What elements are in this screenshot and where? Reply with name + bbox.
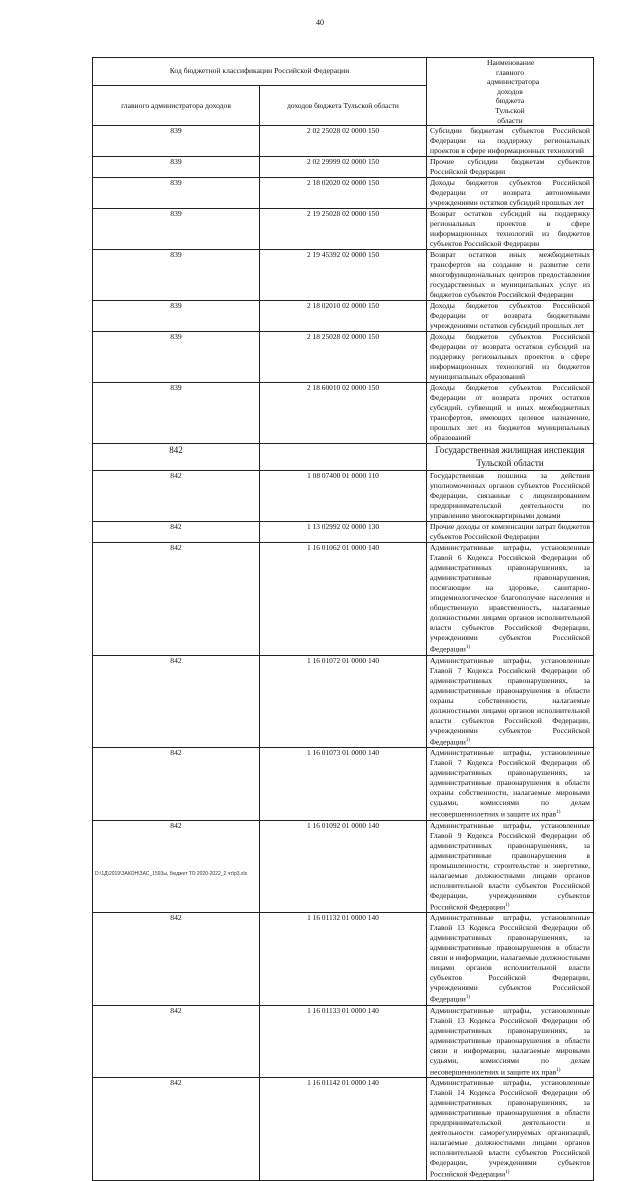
admin-code-cell: 842 (93, 522, 260, 543)
table-row (93, 543, 594, 656)
admin-code-cell: 842 (93, 543, 260, 656)
revenue-code-cell: 2 18 02020 02 0000 150 (260, 178, 427, 209)
revenue-code-cell: 2 18 25028 02 0000 150 (260, 332, 427, 383)
revenue-name-cell (427, 1078, 594, 1181)
footnote-marker: 1) (505, 902, 510, 908)
header-classification-code: Код бюджетной классификации Российской Федерации (93, 58, 427, 86)
revenue-name-text: Административные штрафы, установленные Главой 7 Кодекса Российской Федерации об административных правонарушениях, за административные правонарушения в области охраны собственности, налагаемые должностными лицами органов исполнительной власти субъектов Российской Федерации, учреждениями субъектов Российской Федерации (430, 655, 590, 747)
admin-code-cell: 839 (93, 209, 260, 250)
admin-code-cell: 839 (93, 332, 260, 383)
footnote-marker: 1) (465, 995, 471, 1001)
revenue-name-text: Административные штрафы, установленные Главой 7 Кодекса Российской Федерации об административных правонарушениях, за административные правонарушения в области охраны собственности, налагаемые мировыми судьями, комиссиями по делам несовершеннолетних и защите их прав (430, 748, 590, 819)
table-row (93, 383, 594, 444)
revenue-name-cell (427, 820, 594, 913)
revenue-code-cell: 1 16 01133 01 0000 140 (260, 1005, 427, 1078)
revenue-name-cell (427, 543, 594, 656)
revenue-code-cell: 1 16 01132 01 0000 140 (260, 913, 427, 1006)
revenue-code-cell: 1 16 01072 01 0000 140 (260, 655, 427, 748)
table-row (93, 471, 594, 522)
admin-code-cell: 839 (93, 250, 260, 301)
revenue-name-cell (427, 471, 594, 522)
revenue-name-text: Возврат остатков иных межбюджетных трансфертов на создание и развитие сети многофункциональных центров предоставления государственных и муниципальных услуг из бюджетов субъектов Российской Федерации (430, 250, 590, 300)
revenue-code-cell: 2 18 02010 02 0000 150 (260, 301, 427, 332)
footnote-marker: 1) (505, 1170, 510, 1176)
table-row (93, 178, 594, 209)
revenue-name-text: Административные штрафы, установленные Главой 13 Кодекса Российской Федерации об административных правонарушениях, за административные правонарушения в области связи и информации, налагаемые должностными лицами органов исполнительной власти субъектов Российской Федерации, учреждениями субъектов Российской Федерации (430, 913, 590, 1004)
revenue-name-text: Субсидии бюджетам субъектов Российской Федерации на поддержку региональных проектов в сфере информационных технологий (430, 126, 590, 156)
footnote-marker: 1) (465, 737, 471, 743)
admin-code-cell: 842 (93, 913, 260, 1006)
table-row (93, 1005, 594, 1078)
admin-code-cell: 842 (93, 1005, 260, 1078)
revenue-code-cell: 1 16 01092 01 0000 140 (260, 820, 427, 913)
revenue-name-cell (427, 655, 594, 748)
revenue-name-cell (427, 444, 594, 471)
revenue-name-text: Доходы бюджетов субъектов Российской Федерации от возврата прочих остатков субсидий, субвенций и иных межбюджетных трансфертов, имеющих целевое назначение, прошлых лет из бюджетов муниципальных образований (430, 383, 590, 443)
revenue-name-text: Доходы бюджетов субъектов Российской Федерации от возврата бюджетными учреждениями остатков субсидий прошлых лет (430, 301, 590, 331)
revenue-name-text: Административные штрафы, установленные Главой 13 Кодекса Российской Федерации об административных правонарушениях, за административные правонарушения в области связи и информации, налагаемые мировыми судьями, комиссиями по делам несовершеннолетних и защите их прав (430, 1005, 590, 1077)
footnote-marker: 1) (556, 1067, 561, 1073)
revenue-code-cell: 1 16 01062 01 0000 140 (260, 543, 427, 656)
revenue-name-cell (427, 178, 594, 209)
revenue-code-cell: 2 19 45392 02 0000 150 (260, 250, 427, 301)
admin-code-cell: 842 (93, 471, 260, 522)
footnote-marker: 1) (556, 810, 561, 816)
table-row (93, 301, 594, 332)
table-row (93, 820, 594, 913)
table-row (93, 209, 594, 250)
revenue-code-cell: 2 02 29999 02 0000 150 (260, 157, 427, 178)
revenue-name-cell (427, 522, 594, 543)
revenue-name-cell (427, 301, 594, 332)
revenue-code-cell: 2 19 25028 02 0000 150 (260, 209, 427, 250)
revenue-code-cell: 1 13 02992 02 0000 130 (260, 522, 427, 543)
revenue-name-cell (427, 157, 594, 178)
table-row (93, 748, 594, 821)
revenue-name-cell (427, 209, 594, 250)
admin-code-cell: 842 (93, 820, 260, 913)
admin-code-cell: 842 (93, 655, 260, 748)
revenue-name-cell (427, 748, 594, 821)
admin-code-cell: 839 (93, 157, 260, 178)
footnote-marker: 1) (465, 645, 471, 651)
admin-code-cell: 839 (93, 178, 260, 209)
revenue-name-text: Возврат остатков субсидий на поддержку региональных проектов в сфере информационных технологий из бюджетов субъектов Российской Федерации (430, 209, 590, 249)
table-row (93, 157, 594, 178)
revenue-code-cell: 1 16 01073 01 0000 140 (260, 748, 427, 821)
header-main-admin: главного администратора доходов (93, 85, 260, 126)
table-row (93, 522, 594, 543)
page-number: 40 (316, 18, 324, 27)
revenue-name-text: Государственная жилищная инспекция Тульской области (435, 445, 585, 469)
revenue-code-cell: 1 16 01142 01 0000 140 (260, 1078, 427, 1181)
file-path-footer: D:\1Д\2019\ЗАКОН\ЗАС_1593ы, бюджет ТО 2020-2022_2 чт\р3.xls (95, 871, 248, 877)
revenue-name-text: Прочие доходы от компенсации затрат бюджетов субъектов Российской Федерации (430, 522, 590, 542)
table-row (93, 126, 594, 157)
revenue-name-cell (427, 383, 594, 444)
header-administrator-name: Наименование главного администратора доходов бюджета Тульской области (427, 58, 594, 126)
admin-code-cell: 839 (93, 301, 260, 332)
admin-code-cell: 842 (93, 444, 260, 471)
table-row (93, 1078, 594, 1181)
revenue-name-cell (427, 332, 594, 383)
table-row (93, 250, 594, 301)
revenue-name-cell (427, 250, 594, 301)
revenue-name-cell (427, 913, 594, 1006)
table-row (93, 332, 594, 383)
table-row (93, 655, 594, 748)
revenue-code-cell: 2 02 25028 02 0000 150 (260, 126, 427, 157)
table-row (93, 913, 594, 1006)
revenue-name-cell (427, 126, 594, 157)
revenue-name-text: Административные штрафы, установленные Главой 14 Кодекса Российской Федерации об административных правонарушениях, за административные правонарушения в области предпринимательской деятельности и деятельности саморегулируемых организаций, налагаемые должностными лицами органов исполнительной власти субъектов Российской Федерации, учреждениями субъектов Российской Федерации (430, 1078, 590, 1179)
revenue-code-cell: 2 18 60010 02 0000 150 (260, 383, 427, 444)
revenue-code-cell (260, 444, 427, 471)
revenue-name-text: Административные штрафы, установленные Главой 9 Кодекса Российской Федерации об административных правонарушениях, за административные правонарушения в промышленности, строительстве и энергетике, налагаемые должностными лицами органов исполнительной власти субъектов Российской Федерации, учреждениями субъектов Российской Федерации (430, 820, 590, 912)
revenue-name-text: Прочие субсидии бюджетам субъектов Российской Федерации (430, 157, 590, 177)
section-row (93, 444, 594, 471)
revenue-name-text: Административные штрафы, установленные Главой 6 Кодекса Российской Федерации об административных правонарушениях, за административные правонарушения, посягающие на здоровье, санитарно-эпидемиологическое благополучие населения и общественную нравственность, налагаемые должностными лицами органов исполнительной власти субъектов Российской Федерации, учреждениями субъектов Российской Федерации (430, 543, 590, 654)
table-body (93, 126, 594, 1181)
revenue-name-cell (427, 1005, 594, 1078)
revenue-administrators-table (92, 57, 594, 1181)
revenue-code-cell: 1 08 07400 01 0000 110 (260, 471, 427, 522)
revenue-name-text: Доходы бюджетов субъектов Российской Федерации от возврата остатков субсидий на поддержку региональных проектов в сфере информационных технологий из бюджетов муниципальных образований (430, 332, 590, 382)
revenue-name-text: Доходы бюджетов субъектов Российской Федерации от возврата автономными учреждениями остатков субсидий прошлых лет (430, 178, 590, 208)
header-budget-revenue: доходов бюджета Тульской области (260, 85, 427, 126)
revenue-name-text: Государственная пошлина за действия уполномоченных органов субъектов Российской Федерации, связанные с лицензированием предпринимательской деятельности по управлению многоквартирными домами (430, 471, 590, 521)
admin-code-cell: 842 (93, 1078, 260, 1181)
admin-code-cell: 839 (93, 383, 260, 444)
admin-code-cell: 839 (93, 126, 260, 157)
admin-code-cell: 842 (93, 748, 260, 821)
